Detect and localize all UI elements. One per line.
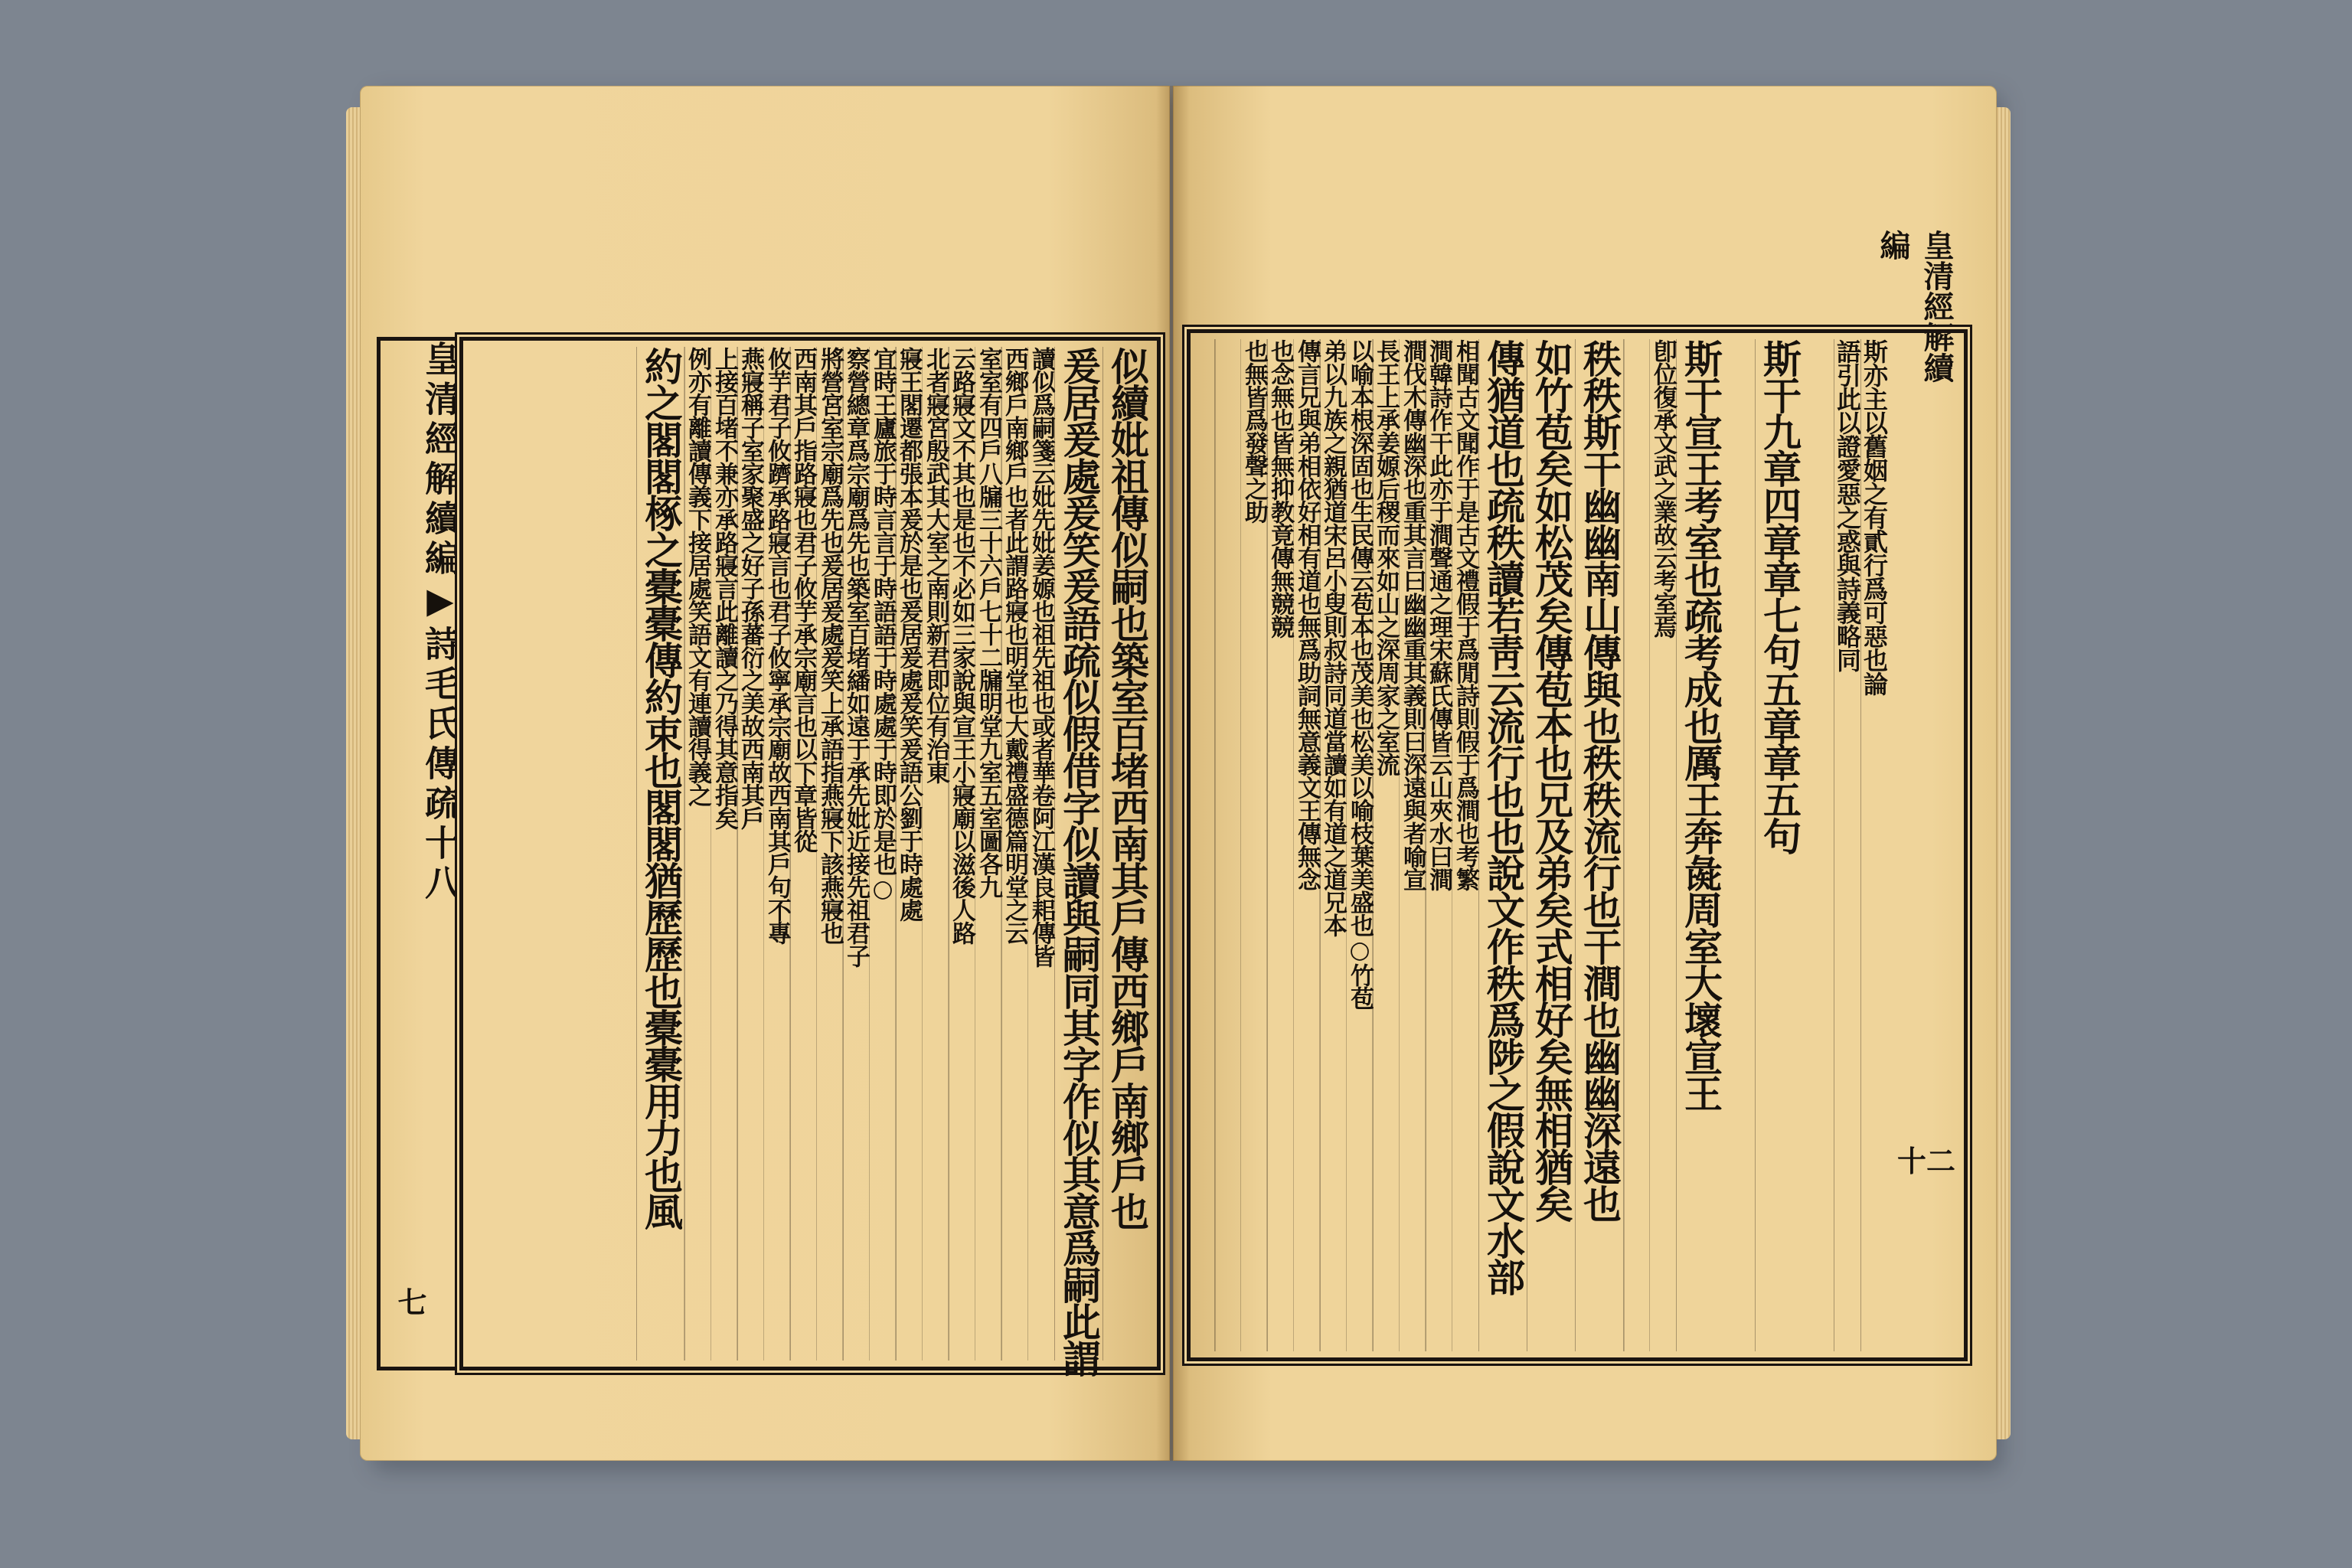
commentary-line: 寢王閣遷都張本爰於是也爰居爰處爰笑爰語公劉于時處處: [895, 347, 922, 1361]
commentary-line: [1215, 339, 1240, 1351]
commentary-column-pair: [843, 347, 896, 1361]
commentary-line: 澗伐木傳幽深也重其言曰幽幽重其義則曰深遠與者喻宣: [1399, 339, 1426, 1351]
commentary-line: 長王上承姜嫄后稷而來如山之深周家之室流: [1372, 339, 1399, 1351]
commentary-line: 西南其戶指路寢也君子攸芋承宗廟言也以下章皆從: [789, 347, 816, 1361]
commentary-column-pair: [737, 347, 790, 1361]
commentary-line: 將營宮室宗廟爲先也爰居爰處爰笑上承語指燕寢下該燕寢也: [816, 347, 843, 1361]
commentary-line: 弟以九族之親猶道宋呂小叟則叔詩同道當讀如有道之道兄本: [1319, 339, 1346, 1351]
commentary-column-pair: [684, 347, 737, 1361]
commentary-line: 相聞古文聞作于是古文禮假于爲閒詩則假于爲澗也考繁: [1452, 339, 1478, 1351]
commentary-line: 也念無也皆無抑教竟傳無競競: [1266, 339, 1293, 1351]
book-gutter: [1156, 86, 1190, 1461]
small-text-column: 語引此以證愛惡之惑與詩義略同: [1834, 339, 1860, 1351]
commentary-column-pair: [949, 347, 1001, 1361]
main-text-column: 約之閣閣椓之橐橐傳約束也閣閣猶歷歷也橐橐用力也風: [636, 347, 684, 1361]
commentary-column-pair: [1373, 339, 1426, 1351]
commentary-line: 以喻本根深固也生民傳云苞本也茂美也松美以喻枝葉美盛也○竹苞: [1346, 339, 1373, 1351]
commentary-line: 上接百堵不兼亦承路寢言此離讀之乃得其意指矣: [710, 347, 737, 1361]
commentary-column-pair: [790, 347, 843, 1361]
main-text-column: 斯干宣王考室也疏考成也厲王奔彘周室大壞宣王: [1676, 339, 1724, 1351]
left-margin-strip: 皇清經解續編▶詩毛氏傳疏十八 七: [377, 337, 465, 1370]
commentary-line: [1624, 339, 1649, 1351]
left-page-number: 七: [393, 1287, 427, 1321]
commentary-line: 讀似爲嗣箋云妣先妣姜嫄也祖先祖也或者華卷阿江漢良耜傳皆: [1027, 347, 1054, 1361]
commentary-line: 澗韓詩作干此亦于澗聲通之理宋蘇氏傳皆云山夾水曰澗: [1425, 339, 1452, 1351]
commentary-line: 西鄉戶南鄉戶也者此謂路寢也明堂也大戴禮盛德篇明堂之云: [1001, 347, 1027, 1361]
left-text-frame: [459, 337, 1161, 1376]
commentary-column-pair: [1426, 339, 1478, 1351]
right-text-columns: [1197, 339, 1887, 1351]
column-spacer: [1803, 339, 1834, 1351]
commentary-column-pair: [1320, 339, 1373, 1351]
right-top-title: 皇清經解續編: [1875, 230, 1955, 383]
commentary-line: 燕寢稱子室家聚盛之好子孫蕃衍之美故西南其戶: [737, 347, 763, 1361]
commentary-line: 北者寢宮殷武其大室之南則新君即位有治東: [922, 347, 949, 1361]
commentary-line: 例亦有離讀傳義下接居處笑語文有連讀得義之: [684, 347, 710, 1361]
commentary-line: 卽位復承文武之業故云考室焉: [1649, 339, 1676, 1351]
right-text-frame: [1187, 329, 1968, 1361]
commentary-line: 攸芋君子攸躋承路寢言也君子攸寧承宗廟故西南其戶句不專: [763, 347, 790, 1361]
commentary-line: 云路寢文不其也是也不必如三家說與宣王小寢廟以滋後人路: [948, 347, 975, 1361]
right-page-number: 十二: [1896, 1144, 1955, 1178]
commentary-column-pair: [896, 347, 949, 1361]
main-text-column: 秩秩斯干幽幽南山傳與也秩秩流行也干澗也幽幽深遠也: [1575, 339, 1623, 1351]
commentary-line: 室室有四戶八牖三十六戶七十二牖明堂九室五室圖各九: [975, 347, 1001, 1361]
commentary-line: 傳言兄與弟相依好相有道也無爲助詞無意義文王傳無念: [1293, 339, 1320, 1351]
left-margin-title: 皇清經解續編: [420, 341, 461, 580]
main-text-column: 似續妣祖傳似嗣也築室百堵西南其戶傳西鄉戶南鄉戶也: [1102, 347, 1151, 1361]
commentary-column-pair: [1267, 339, 1320, 1351]
main-text-column: 傳猶道也疏秩讀若靑云流行也也說文作秩爲陟之假說文水部: [1478, 339, 1527, 1351]
commentary-column-pair: [1001, 347, 1054, 1361]
main-text-column: 爰居爰處爰笑爰語疏似假借字似讀與嗣同其字作似其意爲嗣此謂: [1054, 347, 1102, 1361]
left-margin-subtitle: 詩毛氏傳疏十八: [420, 626, 461, 904]
commentary-line: 也無皆爲發聲之助: [1240, 339, 1267, 1351]
main-text-column: 如竹苞矣如松茂矣傳苞本也兄及弟矣式相好矣無相猶矣: [1527, 339, 1575, 1351]
commentary-column-pair: [1214, 339, 1267, 1351]
commentary-column-pair: [1623, 339, 1676, 1351]
commentary-line: 宜時王廬旅于時言言于時語語于時處處于時即於是也○: [869, 347, 896, 1361]
small-text-column: 斯亦主以舊姻之有貳行爲可惡也論: [1860, 339, 1887, 1351]
main-text-column: 斯干九章四章章七句五章章五句: [1755, 339, 1803, 1351]
commentary-line: 察營總章爲宗廟爲先也築室百堵繙如遠于承先妣近接先祖君子: [842, 347, 869, 1361]
left-text-columns: [469, 347, 1151, 1376]
column-spacer: [1724, 339, 1755, 1351]
